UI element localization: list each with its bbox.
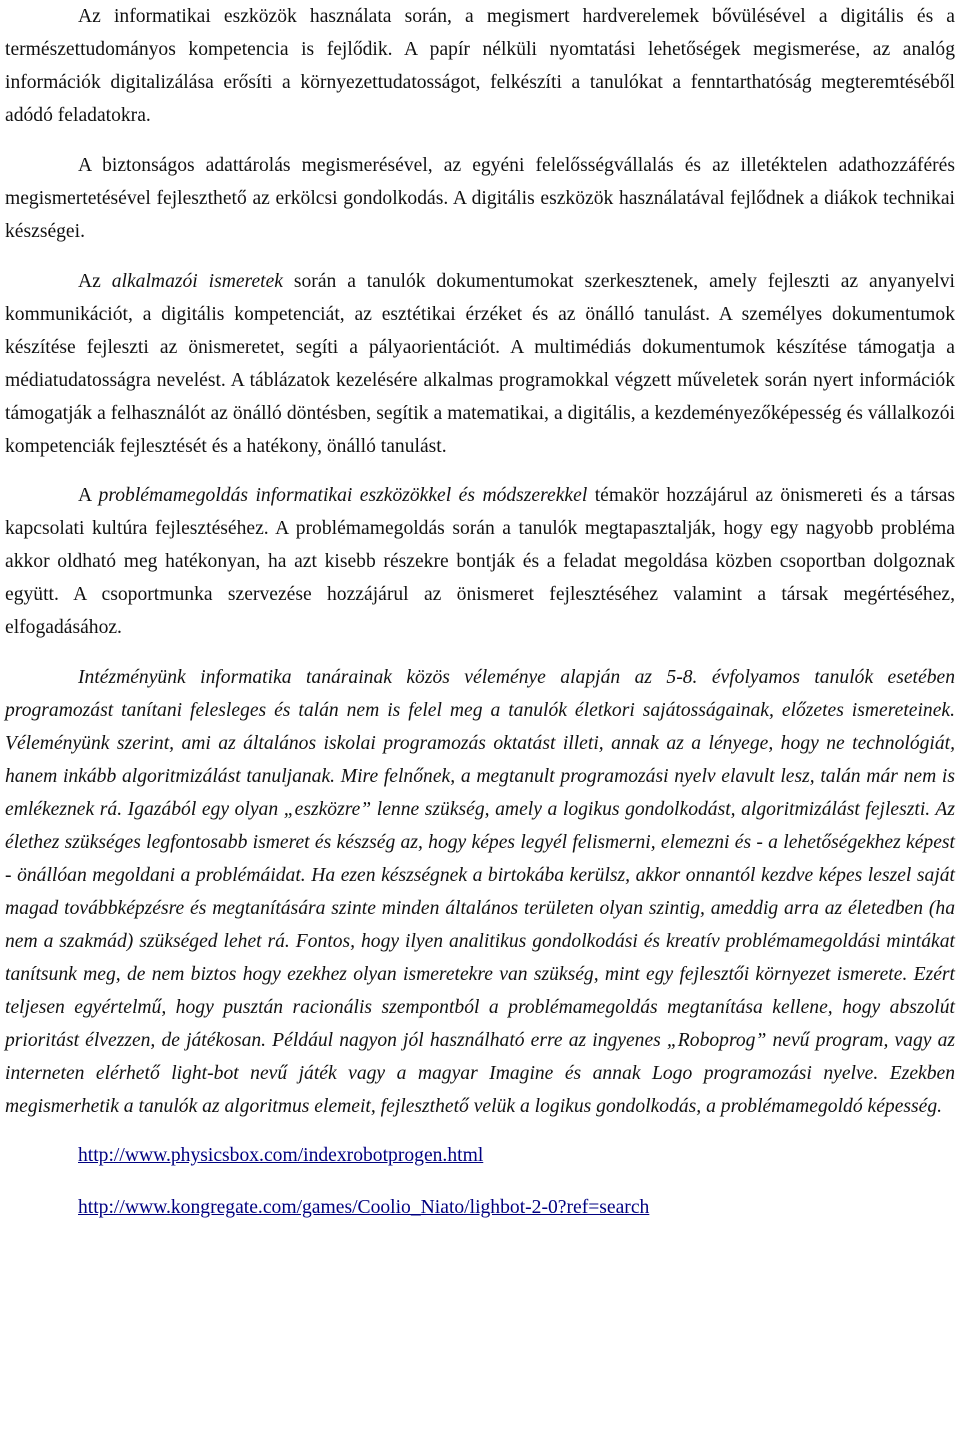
kongregate-lightbot-link[interactable]: http://www.kongregate.com/games/Coolio_Niato/lighbot-2-0?ref=search: [78, 1197, 650, 1218]
paragraph-1-text: Az informatikai eszközök használata során, a megismert hardverelemek bővülésével a digitális és a természettudományos kompetencia is fejlődik. A papír nélküli nyomtatási lehetőségek megismerése, az analóg információk digitalizálása erősíti a környezettudatosságot, felkészíti a tanulókat a fenntarthatóság megteremtéséből adódó feladatokra.: [5, 6, 955, 126]
paragraph-data-security: [5, 149, 955, 248]
paragraph-5-text: Intézményünk informatika tanárainak közös véleménye alapján az 5-8. évfolyamos tanulók esetében programozást tanítani felesleges és talán nem is felel meg a tanulók életkori sajátosságainak, előzetes ismereteinek. Véleményünk szerint, ami az általános iskolai programozás oktatást illeti, annak az a lényege, hogy ne technológiát, hanem inkább algoritmizálást tanuljanak. Mire felnőnek, a megtanult programozási nyelv elavult lesz, talán már nem is emlékeznek rá. Igazából egy olyan „eszközre” lenne szükség, amely a logikus gondolkodást, algoritmizálást fejleszti. Az élethez szükséges legfontosabb ismeret és készség az, hogy képes legyél felismerni, elemezni és - a lehetőségekhez képest - önállóan megoldani a problémáidat. Ha ezen készségnek a birtokába kerülsz, akkor onnantól kezdve képes leszel saját magad továbbképzésre és megtanítására szinte minden általános területen olyan szintig, ameddig arra az életedben (ha nem a szakmád) szükséged lehet rá. Fontos, hogy ilyen analitikus gondolkodási és kreatív problémamegoldási mintákat tanítsunk meg, de nem biztos hogy ezekhez olyan ismeretekre van szükség, mint egy fejlesztői környezet ismerete. Ezért teljesen egyértelmű, hogy pusztán racionális szempontból a problémamegoldás megtanítása kellene, hogy abszolút prioritást élvezzen, de játékosan. Például nagyon jól használható erre az ingyenes „Roboprog” nevű program, vagy az interneten elérhető light-bot nevű játék vagy a magyar Imagine és annak Logo programozási nyelve. Ezekben megismerhetik a tanulók az algoritmus elemeit, fejleszthető velük a logikus gondolkodás, a problémamegoldó képesség.: [5, 667, 955, 1117]
paragraph-3-emphasis: alkalmazói ismeretek: [111, 271, 283, 292]
paragraph-4-rest: témakör hozzájárul az önismereti és a társas kapcsolati kultúra fejlesztéséhez. A problémamegoldás során a tanulók megtapasztalják, hogy egy nagyobb probléma akkor oldható meg hatékonyan, ha azt kisebb részekre bontják és a feladat megoldása közben csoportban dolgoznak együtt. A csoportmunka szervezése hozzájárul az önismeret fejlesztéséhez valamint a társak megértéséhez, elfogadásához.: [5, 485, 955, 638]
paragraph-informatics-tools: [5, 0, 955, 132]
paragraph-4-emphasis: problémamegoldás informatikai eszközökkel és módszerekkel: [98, 485, 588, 506]
paragraph-3-rest: során a tanulók dokumentumokat szerkesztenek, amely fejleszti az anyanyelvi kommunikációt, a digitális kompetenciát, az esztétikai érzéket és az önálló tanulást. A személyes dokumentumok készítése fejleszti az önismeretet, segíti a pályaorientációt. A multimédiás dokumentumok készítése támogatja a médiatudatosságra nevelést. A táblázatok kezelésére alkalmas programokkal végzett műveletek során nyert információk támogatják a felhasználót az önálló döntésben, segítik a matematikai, a digitális, a kezdeményezőképesség és vállalkozói kompetenciák fejlesztését és a hatékony, önálló tanulást.: [5, 271, 955, 457]
paragraph-application-knowledge: [5, 265, 955, 463]
reference-links: [5, 1139, 955, 1224]
paragraph-problem-solving: [5, 479, 955, 644]
physicsbox-link[interactable]: http://www.physicsbox.com/indexrobotprogen.html: [78, 1145, 484, 1166]
paragraph-2-text: A biztonságos adattárolás megismerésével, az egyéni felelősségvállalás és az illetéktelen adathozzáférés megismertetésével fejleszthető az erkölcsi gondolkodás. A digitális eszközök használatával fejlődnek a diákok technikai készségei.: [5, 155, 955, 242]
document-page: [5, 0, 955, 1224]
paragraph-4-lead: A: [78, 485, 99, 506]
paragraph-teachers-opinion: [5, 661, 955, 1123]
paragraph-3-lead: Az: [78, 271, 112, 292]
